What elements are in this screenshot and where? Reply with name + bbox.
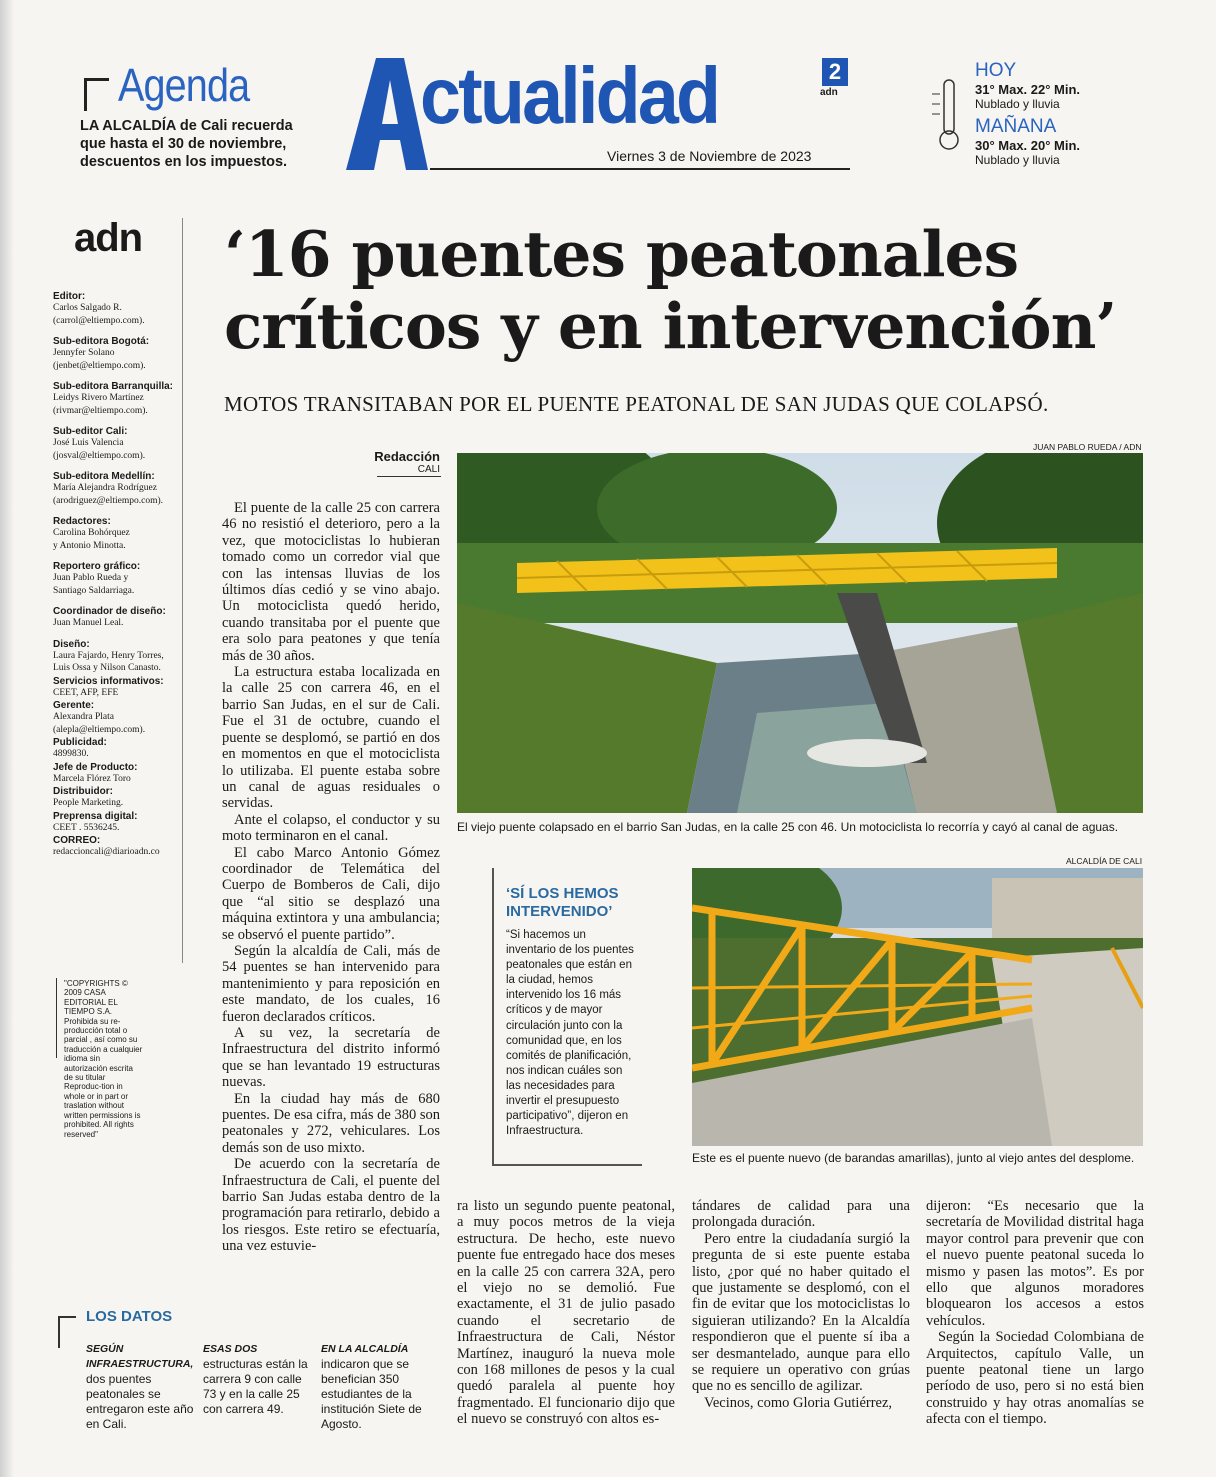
staff-role: Redactores: — [53, 516, 111, 527]
body-paragraph: tándares de calidad para una prolongada duración. — [692, 1198, 910, 1231]
agenda-text: LA ALCALDÍA de Cali recuerda que hasta el 30 de noviembre, descuentos en los impuestos. — [80, 118, 293, 170]
staff-name: People Marketing. — [53, 798, 124, 808]
staff-list — [53, 282, 183, 859]
weather-today-label: HOY — [975, 60, 1017, 81]
photo-collapsed-bridge — [457, 453, 1143, 813]
staff-name: CEET . 5536245. — [53, 822, 120, 833]
staff-role: Distribuidor: — [53, 786, 113, 797]
dato-lead: SEGÚN INFRAESTRUCTURA, — [86, 1343, 194, 1370]
body-column-2 — [457, 1198, 675, 1428]
body-paragraph: Según la Sociedad Colombiana de Arquitectos, capítulo Valle, un puente peatonal tiene un largo período de uso, pero si no está bien construido y hay otras anomalías se afecta con el tiempo. — [926, 1329, 1144, 1428]
dato-lead: EN LA ALCALDÍA — [321, 1343, 409, 1355]
staff-name: Jennyfer Solano — [53, 348, 115, 358]
staff-name: redaccioncali@diarioadn.co — [53, 847, 160, 857]
subheadline: MOTOS TRANSITABAN POR EL PUENTE PEATONAL DE SAN JUDAS QUE COLAPSÓ. — [224, 392, 1049, 416]
dato-text: indicaron que se benefician 350 estudiantes de la institución Siete de Agosto. — [321, 1357, 422, 1431]
staff-role: Sub-editora Barranquilla: — [53, 381, 174, 392]
headline-line-1: ‘16 puentes peatonales — [224, 217, 1019, 291]
staff-name: (alepla@eltiempo.com). — [53, 724, 146, 735]
staff-role: Gerente: — [53, 700, 95, 711]
section-title: ctualidad — [420, 51, 719, 140]
staff-name: Alexandra Plata — [53, 712, 114, 722]
date-rule — [430, 168, 850, 170]
quote-text: “Si hacemos un inventario de los puentes peatonales que están en la ciudad, hemos intervenido los 16 más críticos y de mayor circulación junto con la comunidad que, en los comités de planificación, nos indican cuáles son las necesidades para invertir el presupuesto participativo”, dijeron en Infraestructura. — [506, 929, 634, 1138]
staff-name: Juan Pablo Rueda y — [53, 573, 129, 583]
staff-role: Servicios informativos: — [53, 675, 164, 687]
staff-name: José Luis Valencia — [53, 438, 124, 448]
staff-name: Leidys Rivero Martínez — [53, 393, 144, 403]
staff-role: CORREO: — [53, 835, 101, 846]
datos-bracket — [58, 1316, 76, 1348]
page-number-sub: adn — [820, 87, 838, 98]
body-paragraph: Según la alcaldía de Cali, más de 54 puentes se han intervenido para mantenimiento y para reposición en este mandato, de los cuales, 16 fueron declarados críticos. — [222, 942, 440, 1025]
dato-lead: ESAS DOS — [203, 1343, 258, 1355]
photo-1-caption: El viejo puente colapsado en el barrio San Judas, en la calle 25 con 46. Un motociclista lo recorría y cayó al canal de aguas. — [457, 820, 1119, 834]
headline — [224, 218, 1184, 362]
staff-role: Diseño: — [53, 638, 90, 650]
staff-name: 4899830. — [53, 749, 89, 759]
staff-role: Jefe de Producto: — [53, 761, 138, 773]
staff-role: Sub-editora Medellín: — [53, 471, 155, 482]
body-paragraph: El cabo Marco Antonio Gómez coordinador de Telemática del Cuerpo de Bomberos de Cali, dijo que “al sitio se desplazó una máquina extintora y una ambulancia; se observó el puente partido”. — [222, 844, 440, 943]
staff-name: Laura Fajardo, Henry Torres, — [53, 650, 164, 661]
staff-name: Santiago Saldarriaga. — [53, 585, 135, 596]
staff-name: Luis Ossa y Nilson Canasto. — [53, 663, 161, 673]
weather-tomorrow-temp: 30° Max. 20° Min. — [975, 138, 1081, 153]
photo-2-caption: Este es el puente nuevo (de barandas amarillas), junto al viejo antes del desplome. — [692, 1151, 1135, 1165]
dato-item-2 — [203, 1342, 311, 1417]
staff-name: Carlos Salgado R. — [53, 303, 122, 313]
photo-1-credit: JUAN PABLO RUEDA / ADN — [1033, 442, 1142, 452]
staff-role: Sub-editora Bogotá: — [53, 336, 150, 347]
body-paragraph: ra listo un segundo puente peatonal, a muy pocos metros de la vieja estructura. De hecho, este nuevo puente fue entregado hace dos meses en la calle 25 con carrera 32A, pero el viejo no se demolió. Fue exactamente, el 31 de julio pasado cuando el secretario de Infraestructura de Cali, Néstor Martínez, inauguró la nueva mole con 168 millones de pesos y la cual quedó paralela al puente hoy fragmentado. El funcionario dijo que el nuevo se construyó con altos es- — [457, 1198, 675, 1428]
staff-role: Reportero gráfico: — [53, 561, 141, 572]
dato-text: estructuras están la carrera 9 con calle 73 y en la calle 25 con carrera 49. — [203, 1357, 308, 1416]
agenda-title: Agenda — [118, 59, 250, 111]
staff-name: (rivmar@eltiempo.com). — [53, 405, 148, 416]
issue-date: Viernes 3 de Noviembre de 2023 — [607, 148, 812, 164]
body-paragraph: dijeron: “Es necesario que la secretaría de Movilidad distrital haga mayor control para prevenir que con el nuevo puente peatonal suceda lo mismo y pasen las motos”. Es por ello que algunos moradores bloquearon los accesos a estos vehículos. — [926, 1198, 1144, 1329]
staff-role: Sub-editor Cali: — [53, 426, 128, 437]
body-paragraph: Pero entre la ciudadanía surgió la pregunta de si este puente estaba listo, ¿por qué no haber quitado el que justamente se desplomó, con el fin de evitar que los motociclistas lo siguieran utilizando? En la Alcaldía respondieron que el puente sí iba a ser desmantelado, aunque para ello se requiere un operativo con grúas que no es sencillo de agilizar. — [692, 1230, 910, 1395]
weather-today-cond: Nublado y lluvia — [975, 97, 1060, 111]
weather-today-temp: 31° Max. 22° Min. — [975, 82, 1081, 97]
quote-title: ‘SÍ LOS HEMOS INTERVENIDO’ — [506, 885, 619, 920]
staff-name: Juan Manuel Leal. — [53, 618, 124, 628]
byline — [370, 449, 440, 475]
copyright-notice: "COPYRIGHTS © 2009 CASA EDITORIAL EL TIEMPO S.A. Prohibida su re-producción total o parcial , así como su traducción a cualquier idioma sin autorización escrita de su titular Reproduc-tion in whole or in part or traslation without written permissions is prohibited. All rights reserved" — [64, 979, 143, 1139]
page-edge-shadow — [0, 0, 14, 1477]
body-paragraph: De acuerdo con la secretaría de Infraestructura de Cali, el puente del barrio San Judas estaba dentro de la programación para retirarlo, debido a los riesgos. Este retiro se efectuaría, una vez estuvie- — [222, 1156, 440, 1255]
weather-tomorrow-label: MAÑANA — [975, 116, 1057, 137]
staff-name: (arodriguez@eltiempo.com). — [53, 495, 164, 506]
staff-name: María Alejandra Rodríguez — [53, 483, 157, 493]
body-paragraph: La estructura estaba localizada en la calle 25 con carrera 46, en el barrio San Judas, en el sur de Cali. Fue el 31 de octubre, cuando el puente se desplomó, se partió en dos en momentos en que el motociclista lo utilizaba. El puente estaba sobre un canal de aguas residuales o servidas. — [222, 664, 440, 812]
weather-today — [975, 60, 1080, 111]
datos-title: LOS DATOS — [86, 1308, 173, 1325]
body-paragraph: Ante el colapso, el conductor y su moto terminaron en el canal. — [222, 811, 440, 845]
dato-item-1 — [86, 1342, 194, 1432]
byline-city: CALI — [417, 464, 440, 475]
dato-item-3 — [321, 1342, 429, 1432]
body-paragraph: El puente de la calle 25 con carrera 46 no resistió el deterioro, pero a la vez, que motociclistas lo hubieran tomado como un corredor vial que con las intensas lluvias de los últimos días cedió y se vino abajo. Un motociclista quedó herido, cuando transitaba por el puente que era solo para peatones y que tenía más de 30 años. — [222, 500, 440, 664]
body-paragraph: A su vez, la secretaría de Infraestructura del distrito informó que se han levantado 19 estructuras nuevas. — [222, 1025, 440, 1091]
photo-2-credit: ALCALDÍA DE CALI — [1066, 856, 1143, 866]
staff-name: CEET, AFP, EFE — [53, 687, 119, 698]
copyright-rule — [56, 978, 57, 1058]
dato-text: dos puentes peatonales se entregaron este año en Cali. — [86, 1372, 194, 1431]
body-column-4 — [926, 1198, 1144, 1428]
staff-name: Marcela Flórez Toro — [53, 773, 131, 784]
staff-name: y Antonio Minotta. — [53, 540, 126, 551]
body-paragraph: Vecinos, como Gloria Gutiérrez, — [704, 1394, 893, 1411]
staff-name: (jenbet@eltiempo.com). — [53, 360, 146, 371]
staff-name: (carrol@eltiempo.com). — [53, 315, 145, 326]
agenda-bracket — [84, 78, 109, 111]
photo-new-bridge — [692, 868, 1143, 1146]
staff-name: Carolina Bohórquez — [53, 528, 130, 538]
weather-tomorrow — [975, 116, 1080, 167]
staff-role: Coordinador de diseño: — [53, 606, 166, 617]
thermometer-icon — [928, 76, 968, 152]
staff-name: (josval@eltiempo.com). — [53, 450, 146, 461]
staff-role: Preprensa digital: — [53, 810, 138, 822]
weather-tomorrow-cond: Nublado y lluvia — [975, 153, 1060, 167]
staff-role: Publicidad: — [53, 737, 107, 748]
section-big-a-logo — [346, 58, 428, 170]
page-number-badge: 2 — [822, 58, 848, 86]
byline-name: Redacción — [374, 449, 440, 464]
body-paragraph: En la ciudad hay más de 680 puentes. De esa cifra, más de 380 son peatonales y 272, vehiculares. Los demás son de uso mixto. — [222, 1090, 440, 1156]
byline-rule — [377, 476, 441, 477]
adn-logo: adn — [74, 216, 143, 260]
body-column-3 — [692, 1198, 910, 1411]
staff-role: Editor: — [53, 291, 86, 302]
body-column-1 — [222, 500, 440, 1255]
headline-line-2: críticos y en intervención’ — [224, 289, 1117, 363]
